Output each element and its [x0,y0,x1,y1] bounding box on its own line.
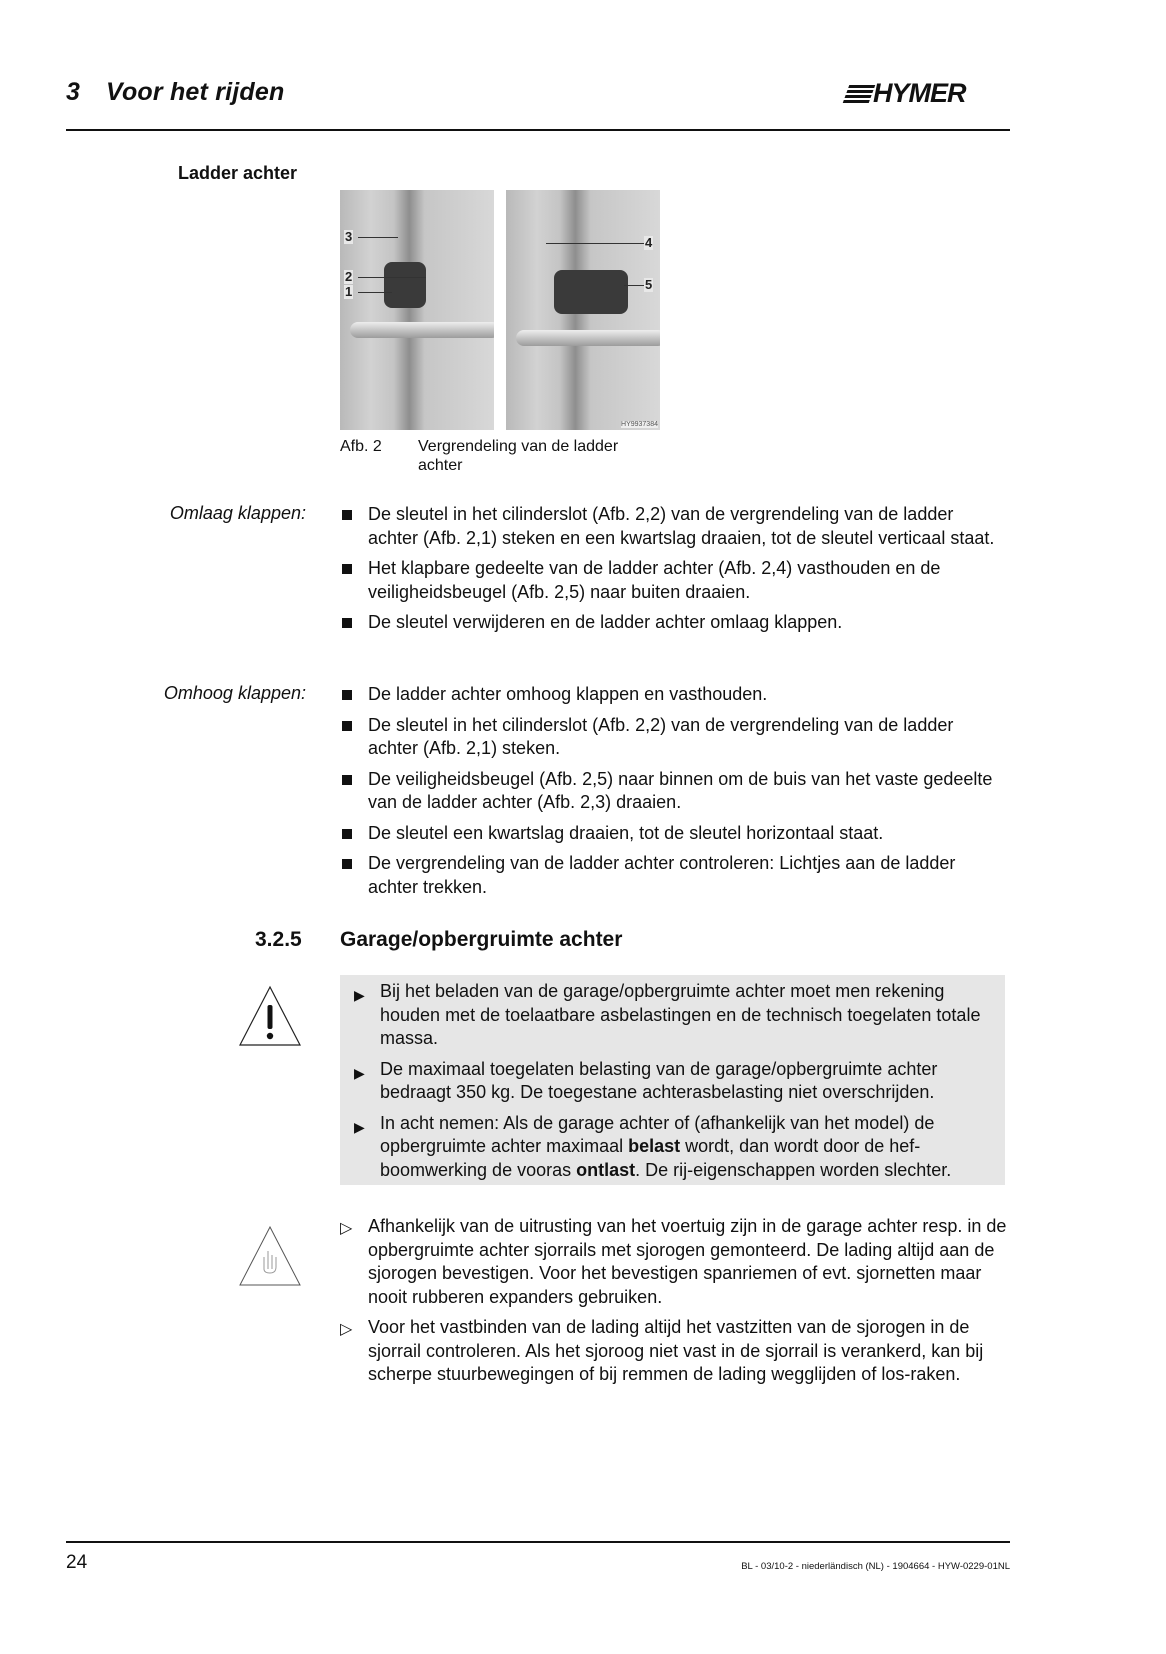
figure-label: Afb. 2 [340,438,382,455]
warning-list [352,980,1002,1189]
note-hand-triangle-icon [238,1225,302,1287]
hymer-logo [846,78,966,109]
figure-caption [340,437,658,475]
square-bullet-icon [342,859,352,869]
warning-triangle-icon [238,985,302,1047]
list-item: De sleutel verwijderen en de ladder achter omlaag klappen. [340,611,1005,635]
page-number: 24 [66,1552,88,1573]
logo-text: HYMER [873,78,966,108]
callout-4: 4 [645,235,653,250]
square-bullet-icon [342,775,352,785]
list-item: De sleutel een kwartslag draaien, tot de sleutel horizontaal staat. [340,822,1005,846]
omlaag-steps [340,503,1005,642]
list-item: De vergrendeling van de ladder achter controleren: Lichtjes aan de ladder achter trekken. [340,852,1005,899]
list-item: De ladder achter omhoog klappen en vasthouden. [340,683,1005,707]
list-item: De sleutel in het cilinderslot (Afb. 2,2) van de vergrendeling van de ladder achter (Afb. 2,1) steken. [340,714,1005,761]
arrow-right-filled-icon: ▶ [354,987,365,1003]
note-item: ▷ Afhankelijk van de uitrusting van het voertuig zijn in de garage achter resp. in de opbergruimte achter sjorrails met sjorogen gemonteerd. De lading altijd aan de sjorogen bevestigen. Voor het bevestigen spanriemen of evt. sjornetten maar nooit rubberen expanders gebruiken. [340,1216,1007,1307]
arrow-right-filled-icon: ▶ [354,1118,365,1135]
square-bullet-icon [342,618,352,628]
square-bullet-icon [342,690,352,700]
square-bullet-icon [342,829,352,839]
photo-right [506,190,660,430]
photo-left [340,190,494,430]
section-heading [255,928,622,952]
callout-2: 2 [345,269,353,284]
chapter-title [66,78,284,107]
callout-5: 5 [645,277,653,292]
lock-body [384,262,426,308]
warning-item: ▶ De maximaal toegelaten belasting van de garage/opbergruimte achter bedraagt 350 kg. De toegestane achterasbelasting niet overschrijden. [354,1058,938,1102]
square-bullet-icon [342,510,352,520]
document-code: BL - 03/10-2 - niederländisch (NL) - 1904664 - HYW-0229-01NL [741,1561,1010,1572]
callout-3: 3 [345,229,353,244]
warning-item: ▶ Bij het beladen van de garage/opbergruimte achter moet men rekening houden met de toelaatbare asbelastingen en de technisch toegelaten totale massa. [354,981,981,1048]
arrow-right-filled-icon: ▶ [354,1064,365,1081]
figure-caption-text: Vergrendeling van de ladder achter [418,438,619,474]
square-bullet-icon [342,721,352,731]
section-title: Garage/opbergruimte achter [340,928,623,951]
note-item: ▷ Voor het vastbinden van de lading altijd het vastzitten van de sjorogen in de sjorrail controleren. Als het sjoroog niet vast in de sjorrail is verankerd, kan bij scherpe stuurbewegingen of bij remmen de lading wegglijden of los-raken. [340,1317,984,1384]
list-item: Het klapbare gedeelte van de ladder achter (Afb. 2,4) vasthouden en de veiligheidsbeugel (Afb. 2,5) naar buiten draaien. [340,557,1005,604]
warning-item: ▶ In acht nemen: Als de garage achter of (afhankelijk van het model) de opbergruimte achter maximaal belast wordt, dan wordt door de hef-boomwerking de vooras ontlast. De rij-eigenschappen worden slechter. [354,1112,952,1180]
chapter-title-text: Voor het rijden [106,78,285,106]
image-code: HY9937384 [621,421,658,428]
omlaag-label: Omlaag klappen: [169,503,306,523]
arrow-right-outline-icon: ▷ [340,1220,353,1237]
lock-body [554,270,628,314]
chapter-number: 3 [66,78,81,106]
omhoog-label: Omhoog klappen: [163,683,306,703]
ladder-rung [350,322,494,338]
square-bullet-icon [342,564,352,574]
footer-rule [66,1541,1010,1543]
figure-ladder-lock [340,190,660,430]
header-rule [66,129,1010,131]
section-number: 3.2.5 [255,928,302,951]
note-list [340,1215,1010,1394]
arrow-right-outline-icon: ▷ [340,1321,353,1338]
subsection-title: Ladder achter [178,163,298,183]
list-item: De veiligheidsbeugel (Afb. 2,5) naar binnen om de buis van het vaste gedeelte van de ladder achter (Afb. 2,3) draaien. [340,768,1005,815]
logo-stripes-icon [843,85,876,103]
omhoog-steps [340,683,1005,906]
callout-1: 1 [345,284,353,299]
list-item: De sleutel in het cilinderslot (Afb. 2,2) van de vergrendeling van de ladder achter (Afb. 2,1) steken en een kwartslag draaien, tot de sleutel verticaal staat. [340,503,1005,550]
ladder-rung [516,330,660,346]
